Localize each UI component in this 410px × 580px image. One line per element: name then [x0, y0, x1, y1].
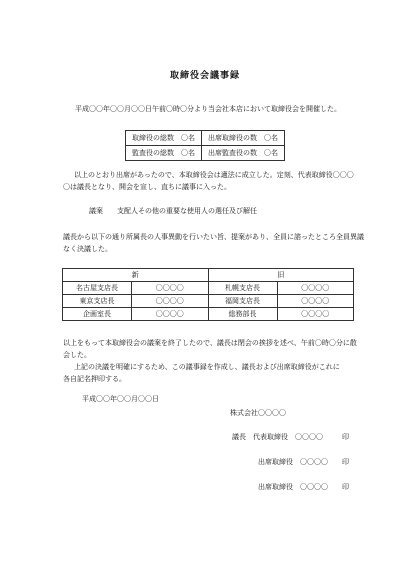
new-column-header: 新 — [63, 269, 209, 282]
table-row — [63, 282, 354, 295]
new-position: 企画室長 — [63, 308, 132, 321]
auditors-present: 出席監査役の数 〇名 — [202, 146, 285, 161]
old-name: 〇〇〇〇 — [277, 295, 354, 308]
table-row — [63, 308, 354, 321]
old-name: 〇〇〇〇 — [277, 282, 354, 295]
personnel-table — [62, 268, 354, 321]
record-line-1: 上記の決議を明確にするため、この議事録を作成し、議長および出席取締役がこれに — [74, 363, 340, 371]
directors-present: 出席取締役の数 〇名 — [202, 131, 285, 146]
attendance-table — [125, 130, 285, 161]
closing-line-2: 会した。 — [63, 351, 91, 359]
seal-mark: 印 — [342, 433, 349, 441]
new-name: 〇〇〇〇 — [132, 308, 209, 321]
company-name: 株式会社〇〇〇〇 — [230, 409, 286, 417]
opening-paragraph: 平成〇〇年〇〇月〇〇日午前〇時〇分より当会社本店において取締役会を開催した。 — [75, 105, 341, 113]
agenda-item: 議案 支配人その他の重要な使用人の選任及び解任 — [89, 207, 257, 215]
attendance-row — [126, 146, 285, 161]
new-position: 東京支店長 — [63, 295, 132, 308]
seal-mark: 印 — [342, 483, 349, 491]
table-row — [63, 295, 354, 308]
signature-chair: 議長 代表取締役 〇〇〇〇 — [232, 433, 323, 441]
proposal-line-2: なく決議した。 — [63, 245, 112, 253]
new-position: 名古屋支店長 — [63, 282, 132, 295]
signature-director: 出席取締役 〇〇〇〇 — [258, 483, 328, 491]
new-name: 〇〇〇〇 — [132, 282, 209, 295]
auditors-total: 監査役の総数 〇名 — [126, 146, 202, 161]
personnel-header-row — [63, 269, 354, 282]
directors-total: 取締役の総数 〇名 — [126, 131, 202, 146]
document-date: 平成〇〇年〇〇月〇〇日 — [82, 395, 159, 403]
old-column-header: 旧 — [208, 269, 354, 282]
record-line-2: 各自記名押印する。 — [63, 375, 126, 383]
old-position: 総務部長 — [208, 308, 277, 321]
old-position: 福岡支店長 — [208, 295, 277, 308]
seal-mark: 印 — [342, 458, 349, 466]
quorum-line-1: 以上のとおり出席があったので、本取締役会は適法に成立した。定刻、代表取締役〇〇〇 — [74, 171, 354, 179]
document-title: 取締役会議事録 — [169, 71, 240, 81]
attendance-row — [126, 131, 285, 146]
old-name: 〇〇〇〇 — [277, 308, 354, 321]
closing-line-1: 以上をもって本取締役会の議案を終了したので、議長は閉会の挨拶を述べ、午前〇時〇分に散 — [63, 339, 357, 347]
old-position: 札幌支店長 — [208, 282, 277, 295]
new-name: 〇〇〇〇 — [132, 295, 209, 308]
signature-director: 出席取締役 〇〇〇〇 — [258, 458, 328, 466]
proposal-line-1: 議長から以下の通り所属長の人事異動を行いたい旨、提案があり、全員に諮ったところ全員異議 — [63, 233, 364, 241]
quorum-line-2: 〇は議長となり、開会を宣し、直ちに議事に入った。 — [63, 183, 231, 191]
